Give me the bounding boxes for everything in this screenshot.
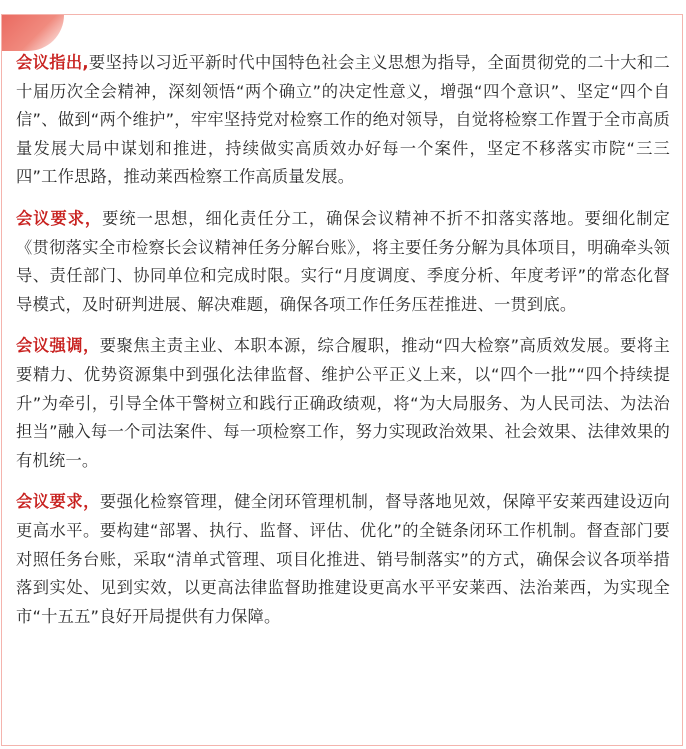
paragraph-text: 要统一思想，细化责任分工，确保会议精神不折不扣落实落地。要细化制定《贯彻落实全市检察长会议精神任务分解台账》，将主要任务分解为具体项目，明确牵头领导、责任部门、协同单位和完成时限。实行“月度调度、季度分析、年度考评”的常态化督导模式，及时研判进展、解决难题，确保各项工作任务压茬推进、一贯到底。 [16,208,670,314]
article-body [16,49,670,644]
paragraph-lead: 会议强调， [16,336,100,356]
paragraph-lead: 会议要求， [16,208,103,228]
corner-decoration [2,15,64,51]
paragraph-text: 要聚焦主责主业、本职本源，综合履职，推动“四大检察”高质效发展。要将主要精力、优势资源集中到强化法律监督、维护公平正义上来，以“四个一批”“四个持续提升”为牵引，引导全体干警树立和践行正确政绩观，将“为大局服务、为人民司法、为法治担当”融入每一个司法案件、每一项检察工作，努力实现政治效果、社会效果、法律效果的有机统一。 [16,336,670,470]
paragraph-2 [16,205,670,319]
paragraph-lead: 会议指出, [16,53,89,72]
paragraph-1 [16,49,670,192]
paragraph-4 [16,488,670,631]
paragraph-lead: 会议要求， [16,492,100,512]
paragraph-text: 要坚持以习近平新时代中国特色社会主义思想为指导，全面贯彻党的二十大和二十届历次全会精神，深刻领悟“两个确立”的决定性意义，增强“四个意识”、坚定“四个自信”、做到“两个维护”，牢牢坚持党对检察工作的绝对领导，自觉将检察工作置于全市高质量发展大局中谋划和推进，持续做实高质效办好每一个案件，坚定不移落实市院“三三四”工作思路，推动莱西检察工作高质量发展。 [16,53,670,187]
paragraph-3 [16,332,670,475]
paragraph-text: 要强化检察管理，健全闭环管理机制，督导落地见效，保障平安莱西建设迈向更高水平。要构建“部署、执行、监督、评估、优化”的全链条闭环工作机制。督查部门要对照任务台账，采取“清单式管理、项目化推进、销号制落实”的方式，确保会议各项举措落到实处、见到实效，以更高法律监督助推建设更高水平平安莱西、法治莱西，为实现全市“十五五”良好开局提供有力保障。 [16,492,670,626]
